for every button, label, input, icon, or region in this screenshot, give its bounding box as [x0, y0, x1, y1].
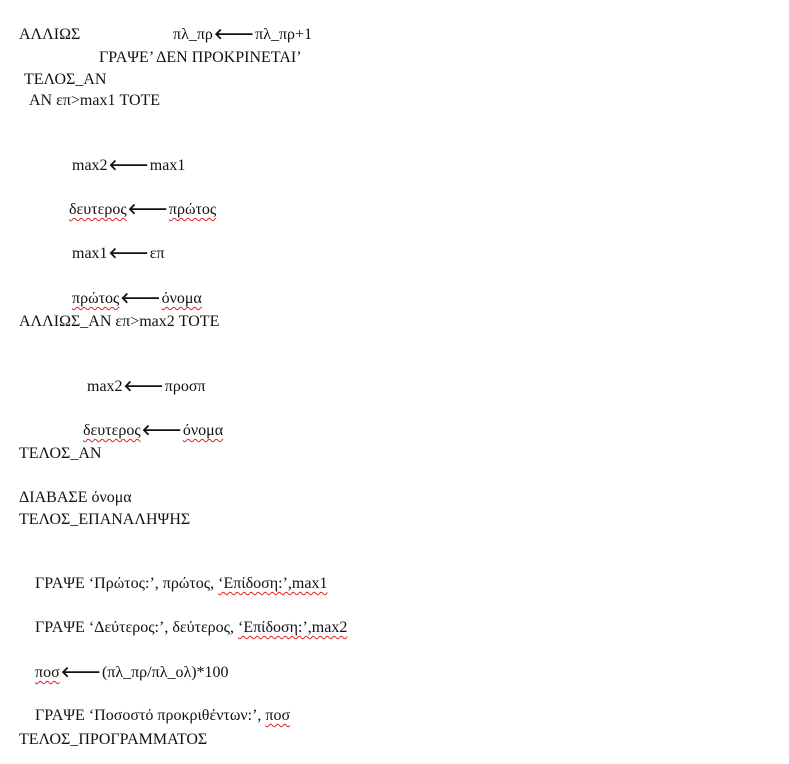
text-segment: προσπ [164, 378, 206, 395]
text-segment: ΓΡΑΨΕ ‘Δεύτερος:’, δεύτερος, [35, 619, 238, 636]
code-line-else: ΑΛΛΙΩΣ [19, 26, 81, 43]
left-arrow-icon: 🡐 [60, 663, 101, 681]
text-segment: ‘Επίδοση:’,max2 [237, 619, 348, 636]
code-line-assign-second [53, 179, 217, 218]
code-line-increment [157, 4, 313, 43]
code-line-assign-percentage [19, 642, 229, 681]
code-line-if-max1: ΑΝ επ>max1 ΤΟΤΕ [29, 92, 161, 109]
text-segment: ΓΡΑΨΕ ‘Πρώτος:’, πρώτος, [35, 575, 219, 592]
left-arrow-icon: 🡐 [141, 421, 182, 439]
text-segment: όνομα [182, 422, 224, 439]
code-line-assign-max1 [56, 223, 165, 262]
text-segment: ‘Επίδοση:’,max1 [218, 575, 328, 592]
text-segment: max1 [72, 245, 108, 262]
code-line-end-program: ΤΕΛΟΣ_ΠΡΟΓΡΑΜΜΑΤΟΣ [19, 731, 208, 748]
left-arrow-icon: 🡐 [120, 289, 161, 307]
code-line-end-if: ΤΕΛΟΣ_ΑΝ [24, 71, 107, 88]
text-segment: επ [149, 245, 165, 262]
left-arrow-icon: 🡐 [127, 200, 168, 218]
text-segment: ΓΡΑΨΕ ‘Ποσοστό προκριθέντων:’, [35, 707, 266, 724]
code-line-write-not-qualified: ΓΡΑΨΕ’ ΔΕΝ ΠΡΟΚΡΙΝΕΤΑΙ’ [99, 49, 302, 66]
text-segment: (πλ_πρ/πλ_ολ)*100 [101, 664, 229, 681]
text-segment: δευτερος [69, 201, 127, 218]
text-segment: ποσ [265, 707, 291, 724]
text-segment: ποσ [35, 664, 60, 681]
text-segment: πρώτος [72, 290, 120, 307]
code-line-write-second [19, 598, 348, 636]
left-arrow-icon: 🡐 [213, 25, 255, 43]
code-line-read-name: ΔΙΑΒΑΣΕ όνομα [19, 489, 132, 506]
code-line-end-if-2: ΤΕΛΟΣ_ΑΝ [19, 445, 102, 462]
text-segment: όνομα [161, 290, 202, 307]
left-arrow-icon: 🡐 [108, 244, 149, 262]
text-segment: max2 [87, 378, 123, 395]
code-line-assign-first [56, 268, 202, 307]
text-segment: max2 [72, 157, 108, 174]
code-line-assign-max2 [56, 135, 186, 174]
text-segment: πλ_πρ [173, 26, 213, 43]
code-line-write-percentage [19, 686, 291, 724]
code-line-write-first [19, 554, 328, 592]
text-segment: max1 [149, 157, 186, 174]
left-arrow-icon: 🡐 [123, 377, 164, 395]
text-segment: πρώτος [168, 201, 217, 218]
text-segment: δευτερος [83, 422, 141, 439]
code-line-assign-max2-attempt [71, 356, 206, 395]
left-arrow-icon: 🡐 [108, 156, 149, 174]
code-line-assign-second-name [67, 400, 224, 439]
text-segment: πλ_πρ+1 [255, 26, 313, 43]
code-line-end-loop: ΤΕΛΟΣ_ΕΠΑΝΑΛΗΨΗΣ [19, 511, 191, 528]
code-line-elseif-max2: ΑΛΛΙΩΣ_ΑΝ επ>max2 ΤΟΤΕ [19, 313, 220, 330]
